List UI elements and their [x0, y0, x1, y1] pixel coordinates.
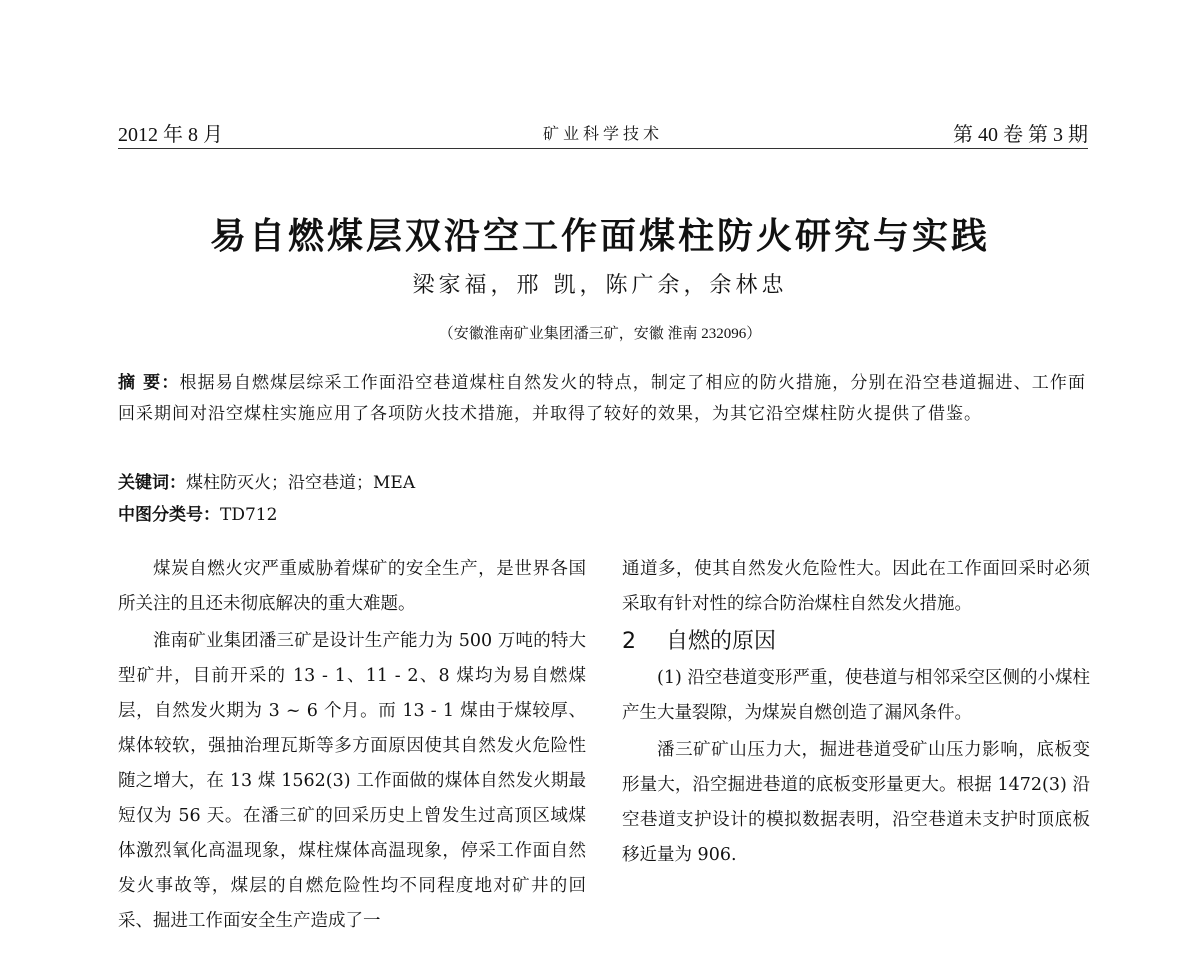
volume-issue: 第 40 卷 第 3 期: [953, 124, 1088, 146]
keywords: [118, 468, 415, 493]
author-list: 梁家福，邢 凯，陈广余，余林忠: [412, 273, 788, 298]
paragraph-continuation: 通道多，使其自然发火危险性大。因此在工作面回采时必须采取有针对性的综合防治煤柱自然发火措施。: [622, 559, 1090, 614]
left-column: [118, 552, 586, 939]
paper-title: 易自燃煤层双沿空工作面煤柱防火研究与实践: [209, 216, 990, 257]
affiliation: （安徽淮南矿业集团潘三矿，安徽 淮南 232096）: [438, 326, 762, 342]
classification-text: TD712: [220, 505, 278, 525]
paragraph: 潘三矿矿山压力大，掘进巷道受矿山压力影响，底板变形量大，沿空掘进巷道的底板变形量更大。根据 1472(3) 沿空巷道支护设计的模拟数据表明，沿空巷道未支护时顶底板移近量为 906.: [622, 740, 1090, 865]
paragraph: 煤炭自燃火灾严重威胁着煤矿的安全生产，是世界各国所关注的且还未彻底解决的重大难题。: [118, 559, 586, 614]
section-number: 2: [622, 629, 636, 654]
journal-name: 矿业科学技术: [542, 124, 664, 143]
section-heading: [622, 624, 1090, 659]
classification: [118, 500, 277, 525]
abstract: [118, 368, 1086, 430]
header-rule: [118, 148, 1088, 149]
abstract-text: 根据易自燃煤层综采工作面沿空巷道煤柱自然发火的特点，制定了相应的防火措施，分别在沿空巷道掘进、工作面回采期间对沿空煤柱实施应用了各项防火技术措施，并取得了较好的效果，为其它沿空煤柱防火提供了借鉴。: [118, 373, 1086, 424]
paragraph: 淮南矿业集团潘三矿是设计生产能力为 500 万吨的特大型矿井，目前开采的 13 - 1、11 - 2、8 煤均为易自燃煤层，自然发火期为 3 ~ 6 个月。而 13 - 1 煤由于煤较厚、煤体较软，强抽治理瓦斯等多方面原因使其自然发火危险性随之增大，在 13 煤 1562(3) 工作面做的煤体自然发火期最短仅为 56 天。在潘三矿的回采历史上曾发生过高顶区域煤体激烈氧化高温现象，煤柱煤体高温现象，停采工作面自然发火事故等，煤层的自燃危险性均不同程度地对矿井的回采、掘进工作面安全生产造成了一: [118, 631, 586, 931]
running-header: [118, 118, 1088, 148]
abstract-label: 摘 要：: [118, 373, 180, 393]
keywords-text: 煤柱防灭火；沿空巷道；MEA: [186, 473, 416, 493]
issue-date: 2012 年 8 月: [118, 124, 223, 146]
section-title: 自燃的原因: [666, 629, 777, 654]
right-column: [622, 552, 1090, 873]
classification-label: 中图分类号：: [118, 505, 220, 525]
keywords-label: 关键词：: [118, 473, 186, 493]
paragraph: (1) 沿空巷道变形严重，使巷道与相邻采空区侧的小煤柱产生大量裂隙，为煤炭自燃创造了漏风条件。: [622, 668, 1090, 723]
